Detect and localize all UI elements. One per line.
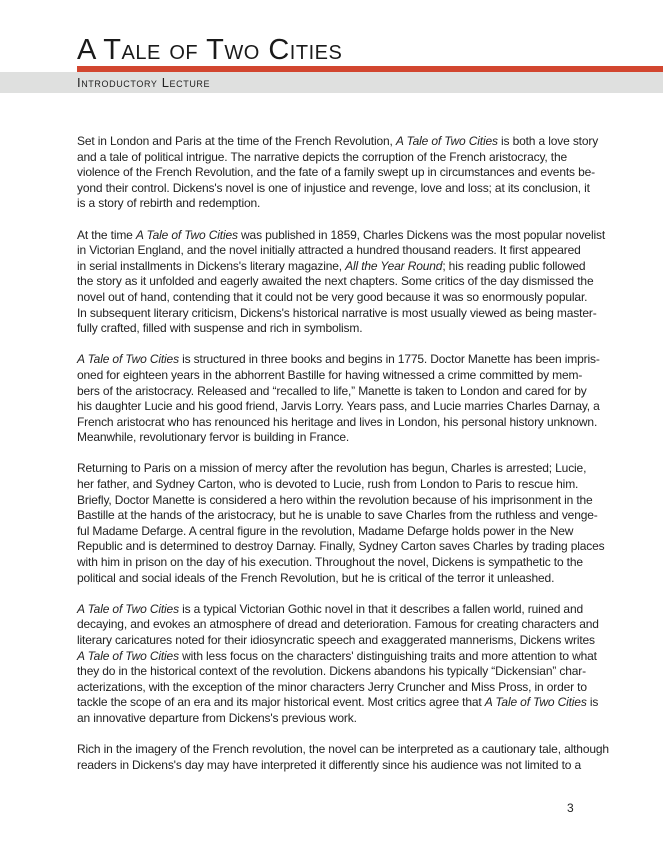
paragraph bbox=[77, 352, 637, 446]
body-text bbox=[77, 134, 637, 789]
paragraph-text: Returning to Paris on a mission of mercy after the revolution has begun, Charles is arrested; Lucie, her father, and Sydney Carton, who is devoted to Lucie, rush from London to Paris to rescue him. Briefly, Doctor Manette is considered a hero within the revolution because of his imprisonment in the Bastille at the hands of the aristocracy, but he is unable to save Charles from the ruthless and venge- ful Madame Defarge. A central figure in the revolution, Madame Defarge holds power in the New Republic and is determined to destroy Darnay. Finally, Sydney Carton saves Charles by trading places with him in prison on the day of his execution. Throughout the novel, Dickens is sympathetic to the political and social ideals of the French Revolution, but he is critical of the terror it unleashed. bbox=[77, 461, 605, 585]
paragraph-text: is structured in three books and begins in 1775. Doctor Manette has been impris- oned for eighteen years in the abhorrent Bastille for having witnessed a crime committed by mem- bers of the aristocracy. Released and “recalled to life,” Manette is taken to London and cared for by his daughter Lucie and his good friend, Jarvis Lorry. Years pass, and Lucie marries Charles Darnay, a French aristocrat who has renounced his heritage and lives in London, his personal history unknown. Meanwhile, revolutionary fervor is building in France. bbox=[77, 352, 600, 445]
paragraph-text: ; his reading public followed the story as it unfolded and eagerly awaited the next chapters. Some critics of the day dismissed the novel out of hand, contending that it could not be very good because it was so enormously popular. In subsequent literary criticism, Dickens's historical narrative is most usually viewed as being master- fully crafted, filled with suspense and rich in symbolism. bbox=[77, 258, 597, 336]
paragraph-text: with less focus on the characters' distinguishing traits and more attention to what they do in the historical context of the revolution. Dickens abandons his typically “Dickensian” char- acterizations, with the exception of the minor characters Jerry Cruncher and Miss Pross, in order to tackle the scope of an era and its major historical event. Most critics agree that bbox=[77, 648, 597, 710]
paragraph bbox=[77, 134, 637, 212]
paragraph-text: Rich in the imagery of the French revolution, the novel can be interpreted as a cautionary tale, although readers in Dickens's day may have interpreted it differently since his audience was not limited to a bbox=[77, 742, 609, 772]
paragraph bbox=[77, 602, 637, 727]
italic-title-text: A Tale of Two Cities bbox=[77, 648, 179, 663]
italic-title-text: A Tale of Two Cities bbox=[77, 352, 179, 367]
document-title: A Tale of Two Cities bbox=[77, 34, 343, 66]
page-number: 3 bbox=[567, 801, 574, 815]
italic-title-text: All the Year Round bbox=[345, 258, 443, 273]
italic-title-text: A Tale of Two Cities bbox=[395, 134, 498, 148]
italic-title-text: A Tale of Two Cities bbox=[484, 695, 587, 710]
paragraph bbox=[77, 742, 637, 773]
paragraph-text: At the time bbox=[77, 227, 136, 242]
paragraph bbox=[77, 228, 637, 337]
paragraph-text: is both a love story and a tale of political intrigue. The narrative depicts the corruption of the French aristocracy, the violence of the French Revolution, and the fate of a family swept up in circumstances and events be- yond their control. Dickens's novel is one of injustice and revenge, love and loss; at its conclusion, it is a story of rebirth and redemption. bbox=[77, 134, 599, 211]
italic-title-text: A Tale of Two Cities bbox=[135, 227, 238, 242]
paragraph-text: was published in 1859, Charles Dickens was the most popular novelist in Victorian England, and the novel initially attracted a hundred thousand readers. It first appeared in serial installments in Dickens's literary magazine, bbox=[77, 227, 606, 273]
paragraph bbox=[77, 461, 637, 586]
paragraph-text: Set in London and Paris at the time of the French Revolution, bbox=[77, 134, 396, 148]
italic-title-text: A Tale of Two Cities bbox=[77, 601, 179, 616]
document-subtitle: Introductory Lecture bbox=[77, 75, 211, 90]
paragraph-text: is an innovative departure from Dickens's previous work. bbox=[77, 695, 599, 725]
paragraph-text: is a typical Victorian Gothic novel in that it describes a fallen world, ruined and decaying, and evokes an atmosphere of dread and deterioration. Famous for creating characters and literary caricatures noted for their idiosyncratic speech and exaggerated mannerisms, Dickens writes bbox=[77, 601, 599, 647]
